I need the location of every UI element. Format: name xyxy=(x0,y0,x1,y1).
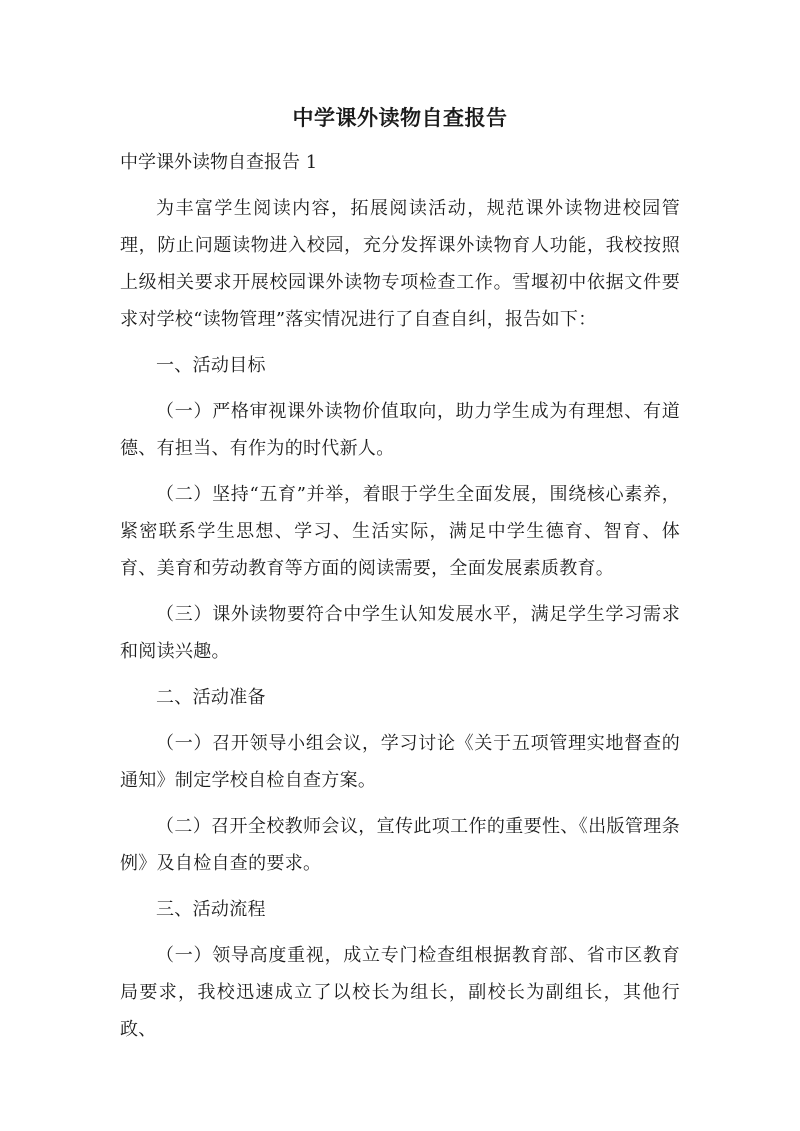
goal-item-3: （三）课外读物要符合中学生认知发展水平，满足学生学习需求和阅读兴趣。 xyxy=(120,604,680,662)
section-heading-process: 三、活动流程 xyxy=(156,899,266,920)
process-item-1: （一）领导高度重视，成立专门检查组根据教育部、省市区教育局要求，我校迅速成立了以校长为组长，副校长为副组长，其他行政、 xyxy=(120,945,680,1040)
document-subtitle: 中学课外读物自查报告 1 xyxy=(120,152,318,173)
section-heading-goals: 一、活动目标 xyxy=(156,355,266,376)
goal-item-2: （二）坚持“五育”并举，着眼于学生全面发展，围绕核心素养，紧密联系学生思想、学习、生活实际，满足中学生德育、智育、体育、美育和劳动教育等方面的阅读需要，全面发展素质教育。 xyxy=(120,484,680,579)
document-title: 中学课外读物自查报告 xyxy=(292,106,508,130)
goal-item-1: （一）严格审视课外读物价值取向，助力学生成为有理想、有道德、有担当、有作为的时代新人。 xyxy=(120,401,680,459)
preparation-item-1: （一）召开领导小组会议，学习讨论《关于五项管理实地督查的通知》制定学校自检自查方案。 xyxy=(120,733,680,791)
section-heading-preparation: 二、活动准备 xyxy=(156,687,266,708)
preparation-item-2: （二）召开全校教师会议，宣传此项工作的重要性、《出版管理条例》及自检自查的要求。 xyxy=(120,816,680,874)
intro-paragraph: 为丰富学生阅读内容，拓展阅读活动，规范课外读物进校园管理，防止问题读物进入校园，充分发挥课外读物育人功能，我校按照上级相关要求开展校园课外读物专项检查工作。雪堰初中依据文件要求对学校“读物管理”落实情况进行了自查自纠，报告如下： xyxy=(120,198,680,330)
